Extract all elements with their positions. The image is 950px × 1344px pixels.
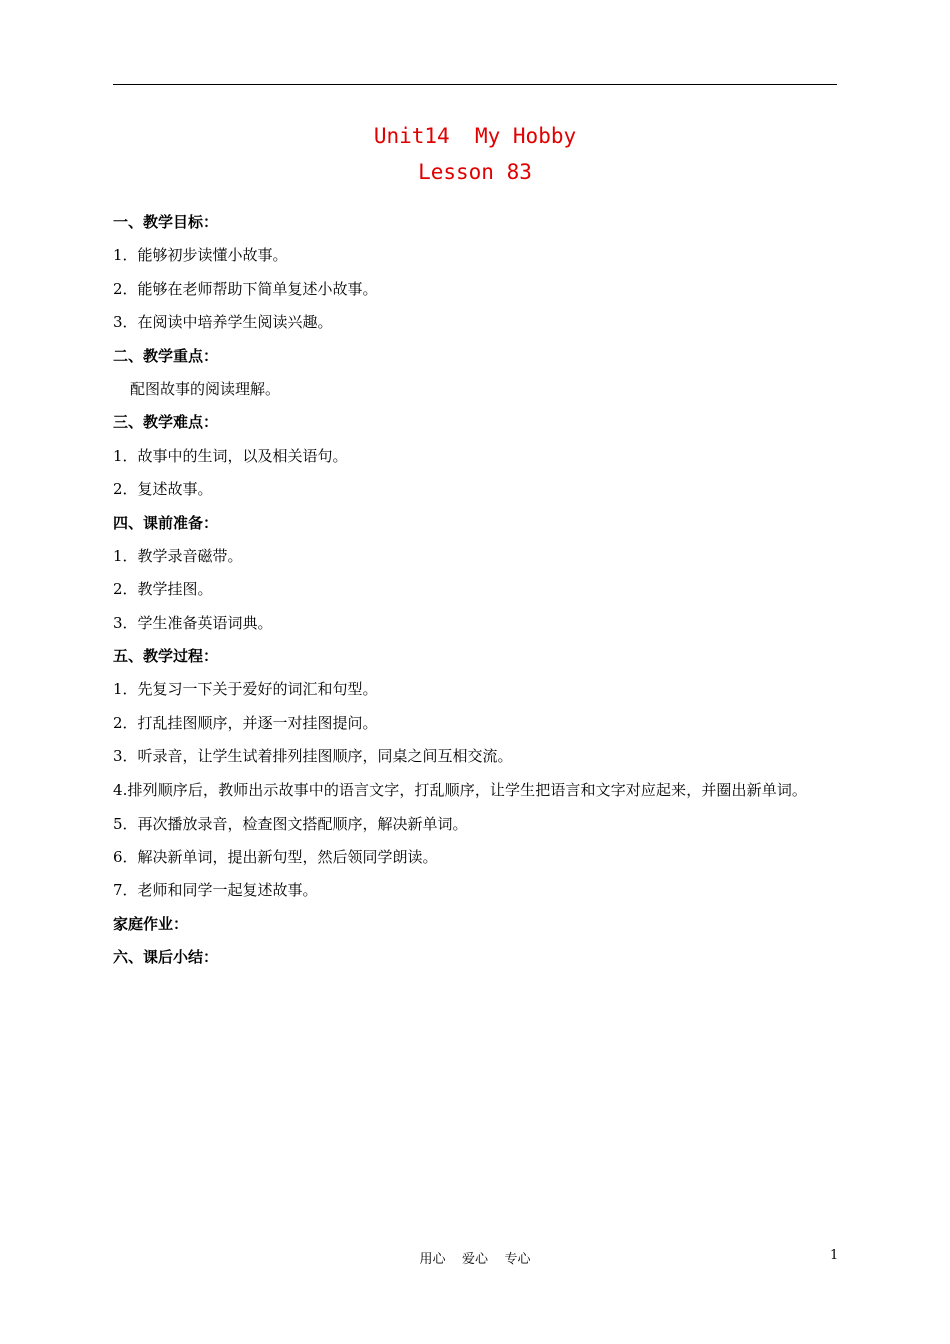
list-item: 6．解决新单词，提出新句型，然后领同学朗读。 — [113, 848, 438, 867]
section-heading-preparation: 四、课前准备： — [113, 513, 219, 532]
footer-motto: 用心 爱心 专心 — [419, 1252, 531, 1267]
section-heading-homework: 家庭作业： — [113, 914, 189, 933]
list-item: 2．教学挂图。 — [113, 580, 213, 599]
list-item: 3．在阅读中培养学生阅读兴趣。 — [113, 313, 333, 332]
section-heading-key-points: 二、教学重点： — [113, 346, 219, 365]
list-item: 1．先复习一下关于爱好的词汇和句型。 — [113, 680, 378, 699]
document-title: Unit14 My Hobby — [373, 124, 577, 148]
list-item: 7．老师和同学一起复述故事。 — [113, 881, 318, 900]
list-item: 4.排列顺序后，教师出示故事中的语言文字，打乱顺序，让学生把语言和文字对应起来，并圈出新单词。 — [113, 780, 808, 799]
section-heading-objectives: 一、教学目标： — [113, 213, 219, 231]
list-item: 配图故事的阅读理解。 — [130, 379, 281, 398]
list-item: 2．复述故事。 — [113, 480, 213, 499]
section-heading-summary: 六、课后小结： — [113, 948, 219, 967]
document-subtitle: Lesson 83 — [418, 160, 532, 184]
section-heading-difficulties: 三、教学难点： — [113, 413, 219, 432]
list-item: 3．听录音，让学生试着排列挂图顺序，同桌之间互相交流。 — [113, 747, 513, 766]
list-item: 3．学生准备英语词典。 — [113, 613, 273, 632]
list-item: 5．再次播放录音，检查图文搭配顺序，解决新单词。 — [113, 814, 468, 833]
list-item: 1．故事中的生词，以及相关语句。 — [113, 446, 348, 465]
list-item: 1．教学录音磁带。 — [113, 546, 243, 565]
header-rule — [113, 84, 837, 85]
document-body — [113, 211, 837, 980]
page-number: 1 — [830, 1248, 839, 1263]
list-item: 1．能够初步读懂小故事。 — [113, 246, 288, 265]
section-heading-procedure: 五、教学过程： — [113, 647, 219, 666]
list-item: 2．能够在老师帮助下简单复述小故事。 — [113, 279, 378, 298]
list-item: 2．打乱挂图顺序，并逐一对挂图提问。 — [113, 713, 378, 732]
